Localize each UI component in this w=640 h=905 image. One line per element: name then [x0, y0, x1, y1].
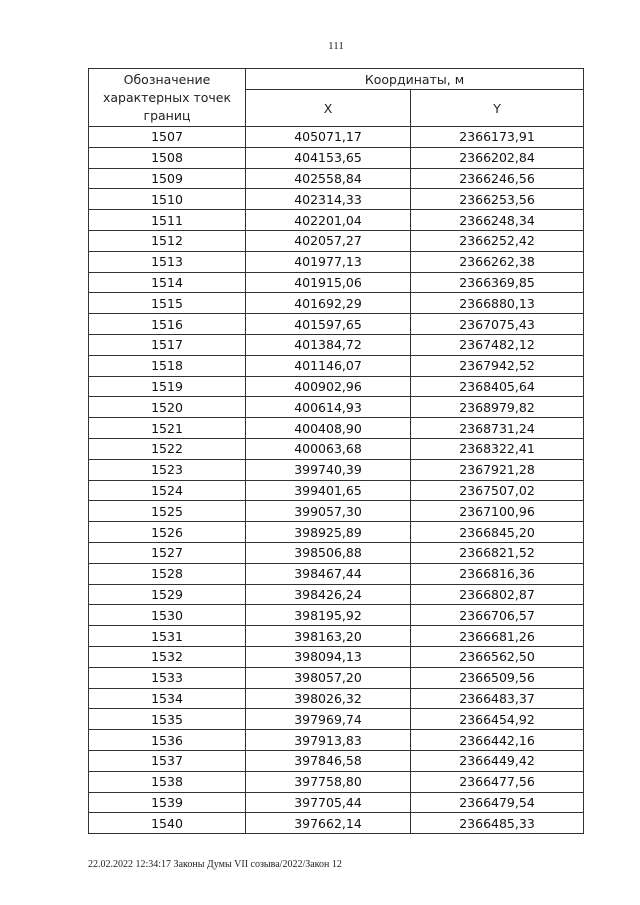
point-designation-header: [89, 69, 246, 127]
x-coordinate-cell: 398506,88: [246, 542, 411, 563]
table-row: [89, 334, 584, 355]
table-row: [89, 667, 584, 688]
x-coordinate-cell: 400902,96: [246, 376, 411, 397]
point-number-cell: 1507: [89, 127, 246, 148]
x-coordinate-cell: 402558,84: [246, 168, 411, 189]
table-body: [89, 127, 584, 834]
table-row: [89, 584, 584, 605]
table-row: [89, 438, 584, 459]
x-coordinate-cell: 400614,93: [246, 397, 411, 418]
point-number-cell: 1518: [89, 355, 246, 376]
y-coordinate-cell: 2366816,36: [411, 563, 584, 584]
x-coordinate-cell: 397969,74: [246, 709, 411, 730]
y-coordinate-cell: 2367075,43: [411, 314, 584, 335]
point-number-cell: 1536: [89, 730, 246, 751]
y-coordinate-cell: 2366821,52: [411, 542, 584, 563]
point-number-cell: 1509: [89, 168, 246, 189]
table-row: [89, 230, 584, 251]
point-number-cell: 1517: [89, 334, 246, 355]
table-row: [89, 376, 584, 397]
table-row: [89, 750, 584, 771]
x-coordinate-cell: 400408,90: [246, 418, 411, 439]
x-coordinate-cell: 397758,80: [246, 771, 411, 792]
point-number-cell: 1512: [89, 230, 246, 251]
point-number-cell: 1539: [89, 792, 246, 813]
point-number-cell: 1520: [89, 397, 246, 418]
table-row: [89, 189, 584, 210]
y-coordinate-cell: 2366246,56: [411, 168, 584, 189]
point-number-cell: 1524: [89, 480, 246, 501]
table-row: [89, 542, 584, 563]
point-number-cell: 1527: [89, 542, 246, 563]
x-coordinate-cell: 402201,04: [246, 210, 411, 231]
point-number-cell: 1522: [89, 438, 246, 459]
point-number-cell: 1516: [89, 314, 246, 335]
x-coordinate-cell: 398467,44: [246, 563, 411, 584]
x-coordinate-cell: 398026,32: [246, 688, 411, 709]
y-coordinate-cell: 2368322,41: [411, 438, 584, 459]
x-coordinate-cell: 397846,58: [246, 750, 411, 771]
table-row: [89, 251, 584, 272]
y-coordinate-cell: 2366262,38: [411, 251, 584, 272]
header-line: границ: [143, 107, 191, 123]
y-coordinate-cell: 2366253,56: [411, 189, 584, 210]
y-coordinate-cell: 2366248,34: [411, 210, 584, 231]
y-coordinate-cell: 2366477,56: [411, 771, 584, 792]
x-coordinate-cell: 397662,14: [246, 813, 411, 834]
point-number-cell: 1523: [89, 459, 246, 480]
point-number-cell: 1510: [89, 189, 246, 210]
y-coordinate-cell: 2366706,57: [411, 605, 584, 626]
point-number-cell: 1529: [89, 584, 246, 605]
table-row: [89, 646, 584, 667]
y-coordinate-cell: 2366369,85: [411, 272, 584, 293]
table-row: [89, 127, 584, 148]
point-number-cell: 1528: [89, 563, 246, 584]
point-number-cell: 1511: [89, 210, 246, 231]
table-row: [89, 272, 584, 293]
y-coordinate-cell: 2366479,54: [411, 792, 584, 813]
y-column-header: Y: [411, 90, 584, 127]
y-coordinate-cell: 2366449,42: [411, 750, 584, 771]
y-coordinate-cell: 2366845,20: [411, 522, 584, 543]
table-row: [89, 314, 584, 335]
point-number-cell: 1521: [89, 418, 246, 439]
coordinates-header: Координаты, м: [246, 69, 584, 90]
y-coordinate-cell: 2366252,42: [411, 230, 584, 251]
coordinates-table: [88, 68, 584, 834]
y-coordinate-cell: 2366485,33: [411, 813, 584, 834]
x-coordinate-cell: 398094,13: [246, 646, 411, 667]
table-row: [89, 147, 584, 168]
table-row: [89, 397, 584, 418]
table-row: [89, 605, 584, 626]
table-row: [89, 480, 584, 501]
page-number: 111: [328, 40, 344, 52]
point-number-cell: 1514: [89, 272, 246, 293]
y-coordinate-cell: 2367942,52: [411, 355, 584, 376]
y-coordinate-cell: 2367482,12: [411, 334, 584, 355]
point-number-cell: 1530: [89, 605, 246, 626]
x-coordinate-cell: 397705,44: [246, 792, 411, 813]
table-row: [89, 522, 584, 543]
table-row: [89, 293, 584, 314]
y-coordinate-cell: 2367921,28: [411, 459, 584, 480]
point-number-cell: 1508: [89, 147, 246, 168]
x-coordinate-cell: 401915,06: [246, 272, 411, 293]
x-coordinate-cell: 399740,39: [246, 459, 411, 480]
x-coordinate-cell: 398163,20: [246, 626, 411, 647]
x-coordinate-cell: 401597,65: [246, 314, 411, 335]
x-coordinate-cell: 402314,33: [246, 189, 411, 210]
point-number-cell: 1526: [89, 522, 246, 543]
table-row: [89, 730, 584, 751]
x-coordinate-cell: 401146,07: [246, 355, 411, 376]
point-number-cell: 1519: [89, 376, 246, 397]
table-row: [89, 459, 584, 480]
point-number-cell: 1531: [89, 626, 246, 647]
x-coordinate-cell: 399401,65: [246, 480, 411, 501]
x-coordinate-cell: 398925,89: [246, 522, 411, 543]
x-coordinate-cell: 400063,68: [246, 438, 411, 459]
x-coordinate-cell: 404153,65: [246, 147, 411, 168]
y-coordinate-cell: 2366454,92: [411, 709, 584, 730]
y-coordinate-cell: 2366483,37: [411, 688, 584, 709]
table-row: [89, 792, 584, 813]
table-row: [89, 355, 584, 376]
table-row: [89, 813, 584, 834]
x-coordinate-cell: 398426,24: [246, 584, 411, 605]
table-header: [89, 69, 584, 127]
y-coordinate-cell: 2366442,16: [411, 730, 584, 751]
y-coordinate-cell: 2368731,24: [411, 418, 584, 439]
y-coordinate-cell: 2367507,02: [411, 480, 584, 501]
y-coordinate-cell: 2366562,50: [411, 646, 584, 667]
header-line: характерных точек: [102, 89, 232, 105]
y-coordinate-cell: 2368979,82: [411, 397, 584, 418]
point-number-cell: 1525: [89, 501, 246, 522]
y-coordinate-cell: 2366880,13: [411, 293, 584, 314]
point-number-cell: 1540: [89, 813, 246, 834]
x-coordinate-cell: 398057,20: [246, 667, 411, 688]
table-row: [89, 709, 584, 730]
y-coordinate-cell: 2366509,56: [411, 667, 584, 688]
x-coordinate-cell: 401384,72: [246, 334, 411, 355]
x-coordinate-cell: 399057,30: [246, 501, 411, 522]
x-coordinate-cell: 402057,27: [246, 230, 411, 251]
x-coordinate-cell: 401977,13: [246, 251, 411, 272]
table-row: [89, 501, 584, 522]
x-coordinate-cell: 405071,17: [246, 127, 411, 148]
header-line: Обозначение: [123, 71, 211, 87]
x-column-header: X: [246, 90, 411, 127]
point-number-cell: 1532: [89, 646, 246, 667]
x-coordinate-cell: 401692,29: [246, 293, 411, 314]
point-number-cell: 1513: [89, 251, 246, 272]
y-coordinate-cell: 2368405,64: [411, 376, 584, 397]
point-number-cell: 1538: [89, 771, 246, 792]
table-row: [89, 688, 584, 709]
y-coordinate-cell: 2367100,96: [411, 501, 584, 522]
y-coordinate-cell: 2366681,26: [411, 626, 584, 647]
point-number-cell: 1534: [89, 688, 246, 709]
y-coordinate-cell: 2366173,91: [411, 127, 584, 148]
y-coordinate-cell: 2366802,87: [411, 584, 584, 605]
point-number-cell: 1537: [89, 750, 246, 771]
table-row: [89, 168, 584, 189]
x-coordinate-cell: 398195,92: [246, 605, 411, 626]
table-row: [89, 210, 584, 231]
table-row: [89, 418, 584, 439]
point-number-cell: 1535: [89, 709, 246, 730]
table-row: [89, 563, 584, 584]
point-number-cell: 1533: [89, 667, 246, 688]
y-coordinate-cell: 2366202,84: [411, 147, 584, 168]
point-number-cell: 1515: [89, 293, 246, 314]
table-row: [89, 771, 584, 792]
footer-stamp: 22.02.2022 12:34:17 Законы Думы VII созыва/2022/Закон 12: [88, 859, 342, 870]
table-row: [89, 626, 584, 647]
x-coordinate-cell: 397913,83: [246, 730, 411, 751]
